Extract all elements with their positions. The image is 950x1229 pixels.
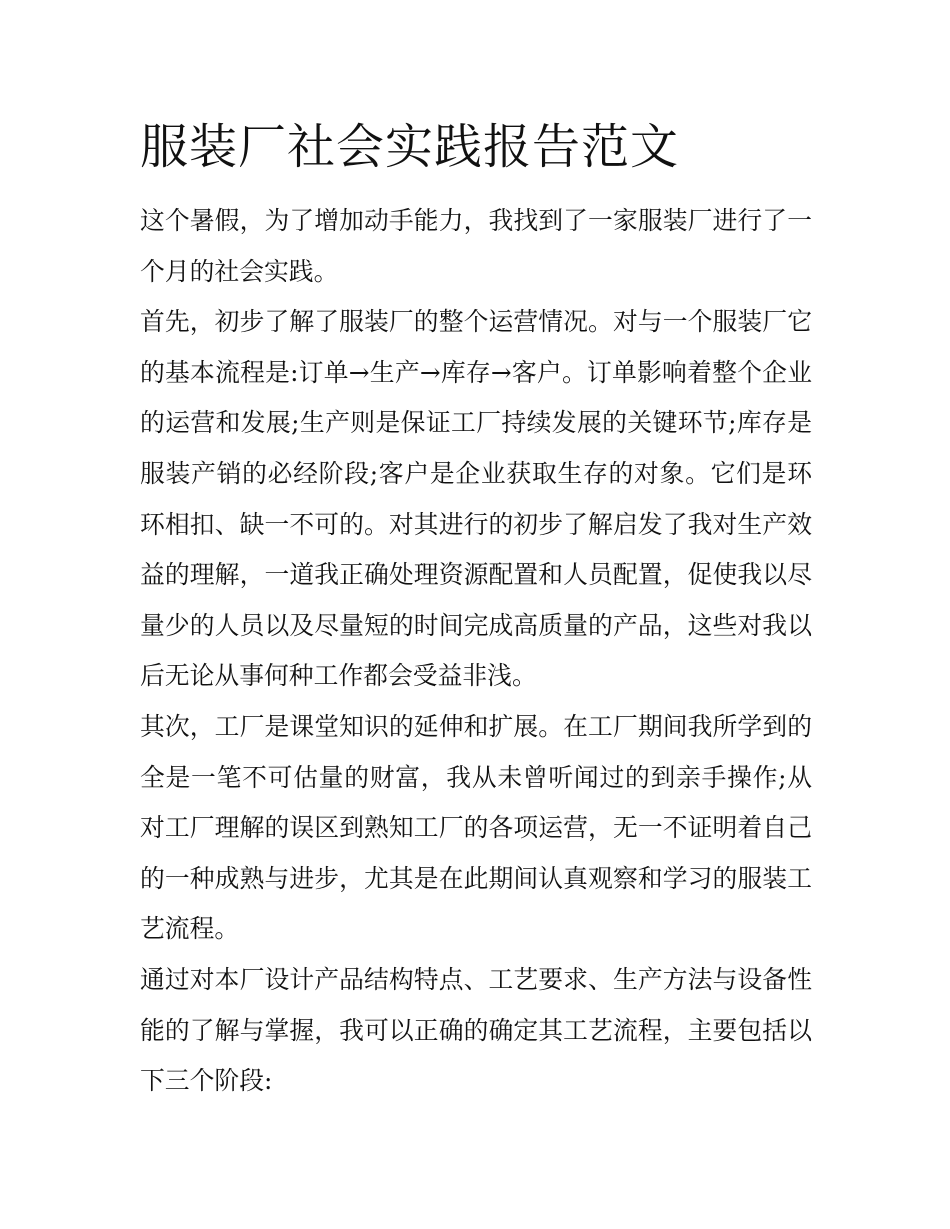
document-body <box>140 196 812 1107</box>
paragraph-1: 这个暑假，为了增加动手能力，我找到了一家服装厂进行了一个月的社会实践。 <box>140 206 812 286</box>
paragraph-4: 通过对本厂设计产品结构特点、工艺要求、生产方法与设备性能的了解与掌握，我可以正确的确定其工艺流程，主要包括以下三个阶段: <box>140 964 812 1096</box>
document-title: 服装厂社会实践报告范文 <box>140 119 680 175</box>
paragraph-3: 其次，工厂是课堂知识的延伸和扩展。在工厂期间我所学到的全是一笔不可估量的财富，我从未曾听闻过的到亲手操作;从对工厂理解的误区到熟知工厂的各项运营，无一不证明着自己的一种成熟与进步，尤其是在此期间认真观察和学习的服装工艺流程。 <box>140 711 812 944</box>
paragraph-2: 首先，初步了解了服装厂的整个运营情况。对与一个服装厂它的基本流程是:订单→生产→库存→客户。订单影响着整个企业的运营和发展;生产则是保证工厂持续发展的关键环节;库存是服装产销的必经阶段;客户是企业获取生存的对象。它们是环环相扣、缺一不可的。对其进行的初步了解启发了我对生产效益的理解，一道我正确处理资源配置和人员配置，促使我以尽量少的人员以及尽量短的时间完成高质量的产品，这些对我以后无论从事何种工作都会受益非浅。 <box>140 307 812 691</box>
